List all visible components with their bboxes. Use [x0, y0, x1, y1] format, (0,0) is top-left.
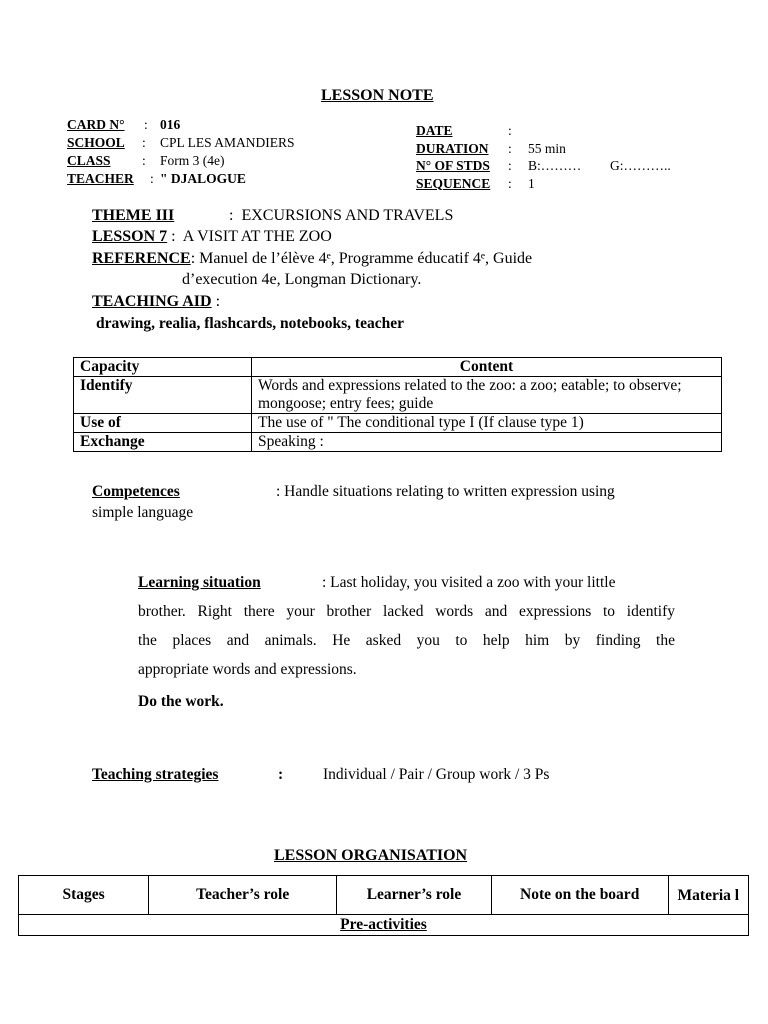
competences-label: Competences — [92, 483, 180, 500]
table-row — [19, 915, 749, 936]
table-row — [74, 433, 722, 452]
header-left: CARD N° : 016 SCHOOL : CPL LES AMANDIERS CLASS : Form 3 (4e) TEACHER : " DJALOGUE — [67, 117, 295, 186]
teaching-aid-label: TEACHING AID — [92, 293, 212, 310]
content-cell: Speaking : — [252, 433, 722, 452]
class-label: CLASS — [67, 153, 111, 168]
strategies-value: Individual / Pair / Group work / 3 Ps — [323, 766, 550, 783]
stds-label: N° OF STDS — [416, 158, 490, 173]
stds-boys: B:……… — [528, 158, 582, 173]
theme-line: THEME III : EXCURSIONS AND TRAVELS — [92, 207, 454, 224]
stds-girls: G:……….. — [610, 158, 671, 173]
teaching-aid-line: TEACHING AID : — [92, 293, 221, 310]
learning-line: brother. Right there your brother lacked words and expressions to identify — [138, 603, 675, 620]
content-header: Content — [252, 358, 722, 377]
reference-line-2: d’execution 4e, Longman Dictionary. — [182, 271, 422, 288]
header-right: DATE : DURATION : 55 min N° OF STDS : B:……… G:……….. SEQUENCE : 1 — [416, 123, 671, 191]
capacity-header: Capacity — [74, 358, 252, 377]
date-label: DATE — [416, 123, 453, 138]
class-value: Form 3 (4e) — [160, 153, 225, 168]
learning-situation — [138, 568, 675, 684]
teaching-strategies-line: Teaching strategies : Individual / Pair / Group work / 3 Ps — [92, 766, 550, 783]
teacher-label: TEACHER — [67, 171, 134, 186]
reference-line — [92, 250, 532, 268]
table-header-row — [74, 358, 722, 377]
lesson-line: LESSON 7 : A VISIT AT THE ZOO — [92, 228, 332, 245]
sequence-label: SEQUENCE — [416, 175, 491, 191]
reference-label: REFERENCE — [92, 250, 191, 267]
duration-label: DURATION — [416, 140, 489, 156]
competences-line-2: simple language — [92, 504, 194, 521]
sequence-value: 1 — [528, 175, 535, 191]
theme-label: THEME III — [92, 207, 175, 224]
lesson-label: LESSON 7 — [92, 228, 168, 245]
content-cell: The use of " The conditional type I (If clause type 1) — [252, 414, 722, 433]
capacity-cell: Exchange — [74, 433, 252, 452]
learning-line: the places and animals. He asked you to help him by finding the — [138, 632, 675, 649]
pre-activities-cell: Pre-activities — [19, 915, 749, 936]
duration-value: 55 min — [528, 140, 566, 156]
reference-text: : Manuel de l’élève 4ᵉ, Programme éducatif 4ᵉ, Guide — [190, 250, 533, 267]
school-label: SCHOOL — [67, 135, 125, 150]
learning-line: appropriate words and expressions. — [138, 661, 357, 678]
organisation-title: LESSON ORGANISATION — [274, 847, 468, 864]
school-value: CPL LES AMANDIERS — [160, 135, 295, 150]
teacher-role-header: Teacher’s role — [149, 876, 337, 915]
strategies-label: Teaching strategies — [92, 766, 219, 783]
card-label: CARD N° — [67, 117, 125, 132]
teaching-aid-value: drawing, realia, flashcards, notebooks, teacher — [96, 315, 404, 332]
learning-line: : Last holiday, you visited a zoo with your little — [322, 574, 616, 591]
material-header: Materia l — [668, 876, 748, 915]
page-title: LESSON NOTE — [321, 87, 434, 104]
teacher-value: " DJALOGUE — [160, 171, 246, 186]
capacity-cell: Use of — [74, 414, 252, 433]
competences-line — [92, 483, 615, 501]
competences-text: : Handle situations relating to written expression using — [276, 483, 615, 500]
table-row — [74, 414, 722, 433]
table-row — [74, 377, 722, 414]
organisation-table — [18, 875, 749, 936]
capacity-table — [73, 357, 722, 452]
stages-header: Stages — [19, 876, 149, 915]
lesson-value: A VISIT AT THE ZOO — [182, 228, 332, 245]
table-header-row — [19, 876, 749, 915]
learner-role-header: Learner’s role — [337, 876, 492, 915]
card-value: 016 — [160, 117, 181, 132]
board-note-header: Note on the board — [491, 876, 668, 915]
theme-value: EXCURSIONS AND TRAVELS — [241, 207, 454, 224]
do-the-work: Do the work. — [138, 693, 224, 710]
capacity-cell: Identify — [74, 377, 252, 414]
content-cell: Words and expressions related to the zoo: a zoo; eatable; to observe; mongoose; entry fees; guide — [252, 377, 722, 414]
learning-label: Learning situation — [138, 574, 261, 591]
